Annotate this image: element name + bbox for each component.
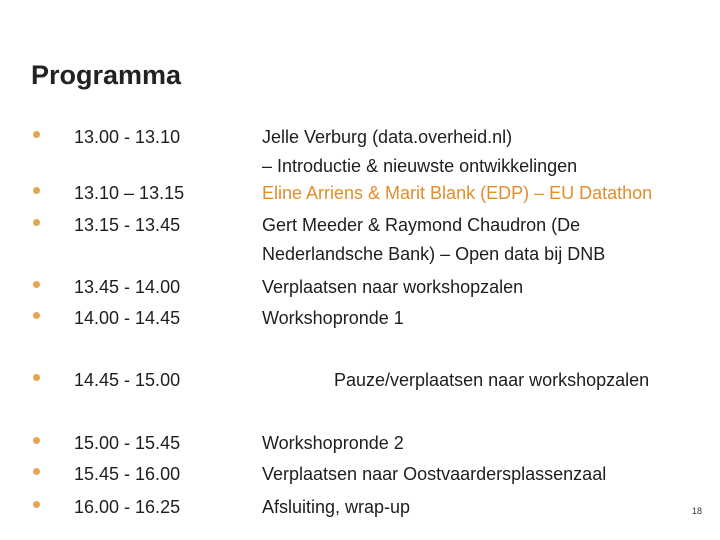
schedule-description-line: Workshopronde 2 [262,433,404,453]
page-number: 18 [692,506,703,516]
schedule-item [0,180,720,206]
schedule-time: 13.10 – 13.15 [74,183,185,203]
schedule-time: 13.45 - 14.00 [74,277,181,297]
schedule-item [0,367,720,393]
bullet-icon [33,437,40,444]
schedule-description-line: Workshopronde 1 [262,308,404,328]
bullet-icon [33,131,40,138]
schedule-time: 14.45 - 15.00 [74,370,181,390]
schedule-description-line: Verplaatsen naar workshopzalen [262,277,524,297]
schedule-time: 14.00 - 14.45 [74,308,181,328]
page-title: Programma [31,60,182,90]
schedule-time: 13.00 - 13.10 [74,127,181,147]
schedule-description-line: Afsluiting, wrap-up [262,497,411,517]
schedule-item [0,494,720,520]
schedule-description-line: Nederlandsche Bank) – Open data bij DNB [262,244,606,264]
bullet-icon [33,219,40,226]
schedule-item [0,305,720,331]
schedule-description-line: – Introductie & nieuwste ontwikkelingen [262,156,578,176]
bullet-icon [33,281,40,288]
bullet-icon [33,468,40,475]
schedule-description-line: Gert Meeder & Raymond Chaudron (De [262,215,581,235]
schedule-item [0,430,720,456]
bullet-icon [33,374,40,381]
bullet-icon [33,312,40,319]
schedule-item [0,124,720,176]
schedule-time: 16.00 - 16.25 [74,497,181,517]
schedule-description-line: Eline Arriens & Marit Blank (EDP) – EU Datathon [262,183,653,203]
schedule-item [0,461,720,487]
schedule-item [0,274,720,300]
schedule-time: 15.45 - 16.00 [74,464,181,484]
bullet-icon [33,501,40,508]
schedule-item [0,212,720,264]
schedule-time: 13.15 - 13.45 [74,215,181,235]
schedule-description-line: Verplaatsen naar Oostvaardersplassenzaal [262,464,607,484]
schedule-time: 15.00 - 15.45 [74,433,181,453]
schedule-description-line: Pauze/verplaatsen naar workshopzalen [334,370,650,390]
bullet-icon [33,187,40,194]
schedule-description-line: Jelle Verburg (data.overheid.nl) [262,127,513,147]
